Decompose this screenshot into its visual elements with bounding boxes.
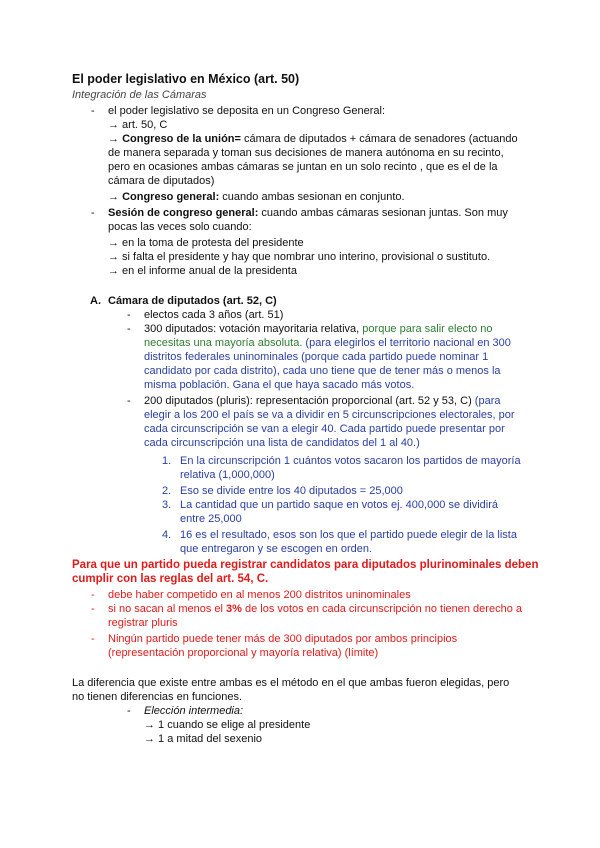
bullet-dash: - (91, 207, 95, 219)
text-line: → Congreso de la unión= cámara de diputados + cámara de senadores (actuando (108, 133, 518, 145)
bullet-dash: - (91, 633, 95, 645)
text-line: distritos federales uninominales (porque cada partido puede nominar 1 (144, 351, 489, 363)
text-line: de manera separada y toman sus decisiones de manera autónoma en su recinto, (108, 147, 504, 159)
text-line: Sesión de congreso general: cuando ambas cámaras sesionan juntas. Son muy (108, 207, 508, 219)
text-line: 16 es el resultado, esos son los que el partido puede elegir de la lista (180, 529, 517, 541)
text-line: → en el informe anual de la presidenta (108, 265, 297, 277)
bullet-dash: - (127, 309, 131, 321)
bullet-dash: - (127, 395, 131, 407)
page-subtitle: Integración de las Cámaras (72, 89, 207, 101)
text-line: → si falta el presidente y hay que nombrar uno interino, provisional o sustituto. (108, 251, 491, 263)
text-line: → Congreso general: cuando ambas sesionan en conjunto. (108, 191, 405, 203)
red-heading: Para que un partido pueda registrar candidatos para diputados plurinominales deben (72, 559, 539, 571)
text-line: candidato por cada distrito), cada uno tiene que de tener más o menos la (144, 365, 501, 377)
text-line: Ningún partido puede tener más de 300 diputados por ambos principios (108, 633, 458, 645)
bullet-dash: - (91, 603, 95, 615)
text-line: registrar pluris (108, 617, 178, 629)
page-title: El poder legislativo en México (art. 50) (72, 72, 300, 86)
text-line: debe haber competido en al menos 200 distritos uninominales (108, 589, 411, 601)
text-line: elegir a los 200 el país se va a dividir en 5 circunscripciones electorales, por (144, 409, 515, 421)
text-line: Eso se divide entre los 40 diputados = 25,000 (180, 485, 403, 497)
list-number: 1. (162, 455, 172, 467)
text-line: cada circunscripción se van a elegir 40. Cada partido puede presentar por (144, 423, 505, 435)
text-line: que entregaron y se escogen en orden. (180, 543, 373, 555)
text-line: pocas las veces solo cuando: (108, 221, 252, 233)
bullet-dash: - (127, 323, 131, 335)
text-line: pero en ocasiones ambas cámaras se juntan en un solo recinto , que es el de la (108, 161, 498, 173)
text-line: → 1 a mitad del sexenio (144, 733, 263, 745)
text-line: no tienen diferencias en funciones. (72, 691, 243, 703)
text-line: La diferencia que existe entre ambas es el método en el que ambas fueron elegidas, pero (72, 677, 510, 689)
section-heading: Cámara de diputados (art. 52, C) (108, 295, 277, 307)
text-line: 300 diputados: votación mayoritaria relativa, porque para salir electo no (144, 323, 493, 335)
text-line: (representación proporcional y mayoría relativa) (límite) (108, 647, 379, 659)
text-line: → art. 50, C (108, 119, 168, 131)
text-line: cámara de diputados) (108, 175, 215, 187)
bullet-dash: - (127, 705, 131, 717)
text-line: → 1 cuando se elige al presidente (144, 719, 311, 731)
list-number: 3. (162, 499, 172, 511)
section-marker: A. (90, 295, 101, 307)
text-line: el poder legislativo se deposita en un Congreso General: (108, 105, 386, 117)
text-line: misma población. Gana el que haya sacado más votos. (144, 379, 415, 391)
red-heading: cumplir con las reglas del art. 54, C. (72, 573, 269, 585)
text-line: La cantidad que un partido saque en votos ej. 400,000 se dividirá (180, 499, 499, 511)
text-line: En la circunscripción 1 cuántos votos sacaron los partidos de mayoría (180, 455, 521, 467)
text-line: electos cada 3 años (art. 51) (144, 309, 284, 321)
bullet-dash: - (91, 589, 95, 601)
text-line: entre 25,000 (180, 513, 242, 525)
text-line: necesitas una mayoría absoluta. (para elegirlos el territorio nacional en 300 (144, 337, 511, 349)
text-line: → en la toma de protesta del presidente (108, 237, 304, 249)
text-line: cada circunscripción una lista de candidatos del 1 al 40.) (144, 437, 420, 449)
text-line: 200 diputados (pluris): representación proporcional (art. 52 y 53, C) (para (144, 395, 501, 407)
list-number: 4. (162, 529, 172, 541)
text-line: si no sacan al menos el 3% de los votos en cada circunscripción no tienen derecho a (108, 603, 522, 615)
bullet-dash: - (91, 105, 95, 117)
text-line: relativa (1,000,000) (180, 469, 275, 481)
text-line: Elección intermedia: (144, 705, 244, 717)
list-number: 2. (162, 485, 172, 497)
